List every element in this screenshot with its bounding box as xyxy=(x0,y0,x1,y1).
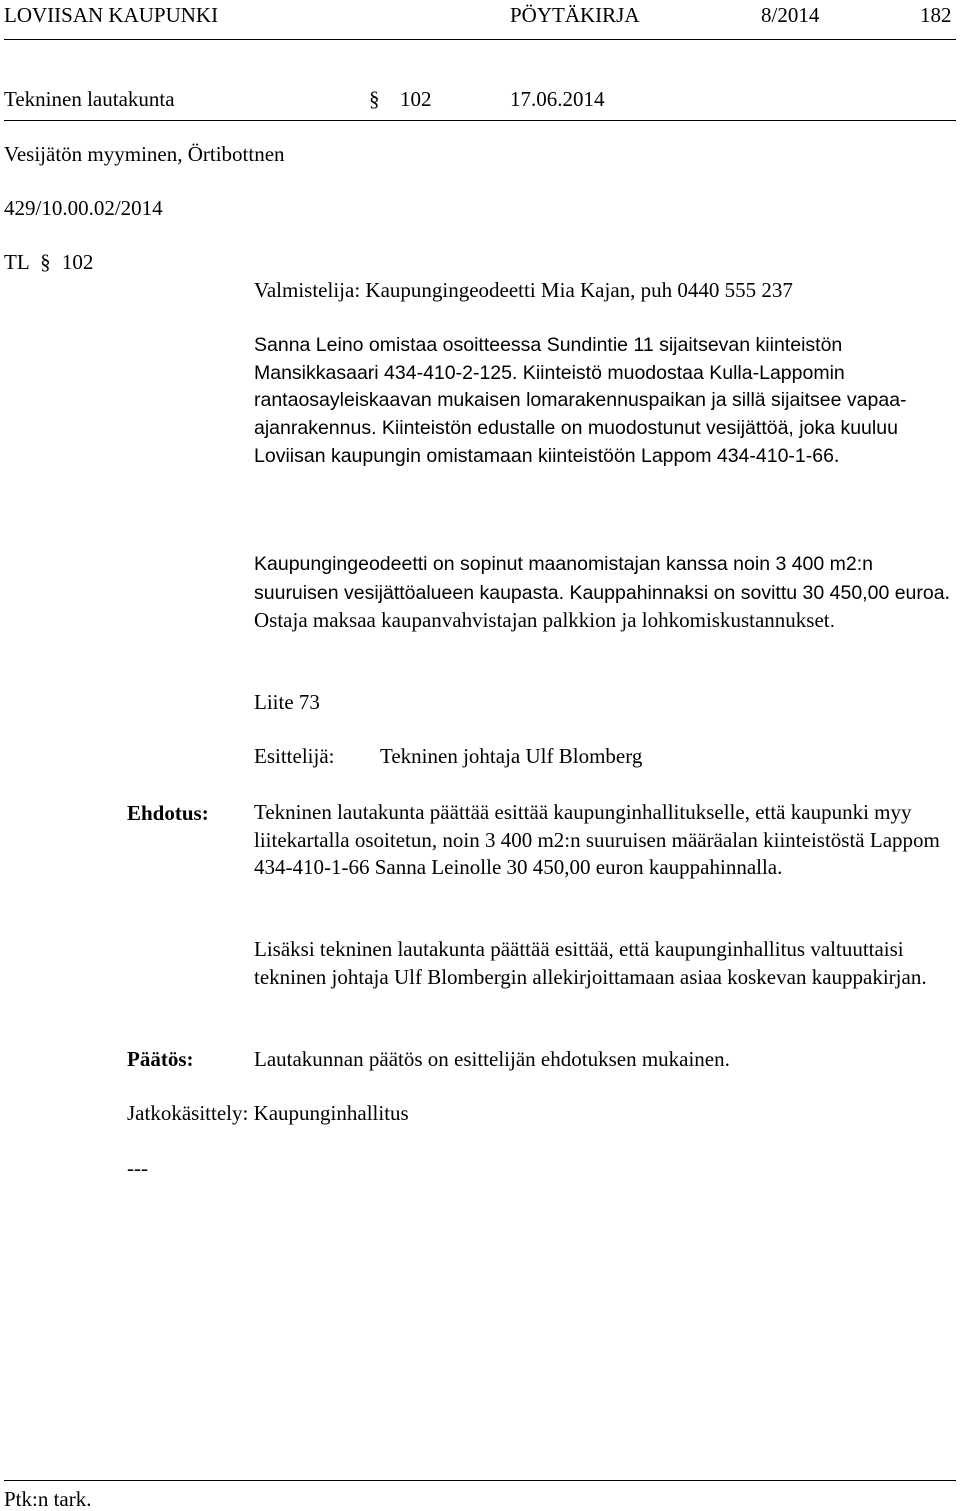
header-section-number: 102 xyxy=(400,87,432,111)
background-period: . xyxy=(833,443,840,467)
agreement-period: . xyxy=(829,610,836,632)
section-mark-icon: § xyxy=(369,87,380,111)
page-title: Vesijätön myyminen, Örtibottnen xyxy=(4,142,285,166)
decision-label: Päätös: xyxy=(127,1047,194,1071)
section-end-dashes: --- xyxy=(127,1156,148,1180)
footer-checker-label: Ptk:n tark. xyxy=(4,1487,92,1511)
reference-line xyxy=(4,250,93,274)
header-meeting-date: 17.06.2014 xyxy=(510,87,605,111)
section-mark-icon: § xyxy=(40,250,51,274)
presenter-label: Esittelijä: xyxy=(254,744,335,768)
header-page-number: 182 xyxy=(920,3,952,27)
preparer-line: Valmistelija: Kaupungingeodeetti Mia Kajan, puh 0440 555 237 xyxy=(254,278,793,302)
proposal-label: Ehdotus: xyxy=(127,801,209,825)
background-paragraph xyxy=(254,332,954,471)
presenter-value: Tekninen johtaja Ulf Blomberg xyxy=(380,744,643,768)
header-organization: LOVIISAN KAUPUNKI xyxy=(4,3,219,27)
reference-prefix: TL xyxy=(4,250,29,274)
diary-number: 429/10.00.02/2014 xyxy=(4,196,163,220)
background-text: Sanna Leino omistaa osoitteessa Sundintie 11 sijaitsevan kiinteistön Mansikkasaari 434-410-2-125. Kiinteistö muodostaa Kulla-Lappomin rantaosayleiskaavan mukaisen lomarakennuspaikan ja sillä sijaitsee vapaa-ajanrakennus. Kiinteistön edustalle on muodostunut vesijättöä, joka kuuluu Loviisan kaupungin omistamaan kiinteistöön Lappom 434-410-1-66 xyxy=(254,334,907,467)
agreement-paragraph xyxy=(254,551,954,636)
reference-number: 102 xyxy=(61,250,94,274)
agreement-text-continued: . Ostaja maksaa kaupanvahvistajan palkkion ja lohkomiskustannukset xyxy=(254,579,950,632)
header-board-name: Tekninen lautakunta xyxy=(4,87,175,111)
header-divider-bottom xyxy=(4,120,956,121)
followup-line: Jatkokäsittely: Kaupunginhallitus xyxy=(127,1101,409,1125)
decision-value: Lautakunnan päätös on esittelijän ehdotuksen mukainen. xyxy=(254,1047,730,1071)
header-divider xyxy=(4,39,956,40)
header-document-type: PÖYTÄKIRJA xyxy=(510,3,640,27)
footer-divider xyxy=(4,1480,956,1481)
proposal-text-authorization: Lisäksi tekninen lautakunta päättää esittää, että kaupunginhallitus valtuuttaisi tekninen johtaja Ulf Blombergin allekirjoittamaan asiaa koskevan kauppakirjan. xyxy=(254,937,927,989)
proposal-text: Tekninen lautakunta päättää esittää kaupunginhallitukselle, että kaupunki myy liitekartalla osoitetun, noin 3 400 m2:n suuruisen määräalan kiinteistöstä Lappom 434-410-1-66 Sanna Leinolle 30 450,00 euron kauppahinnalla. xyxy=(254,800,940,879)
header-issue-number: 8/2014 xyxy=(761,3,820,27)
attachment-reference: Liite 73 xyxy=(254,690,320,714)
agreement-text: Kaupungingeodeetti on sopinut maanomistajan kanssa noin 3 400 m2:n suuruisen vesijättöalueen kaupasta. Kauppahinnaksi on sovittu 30 450,00 euroa xyxy=(254,553,945,604)
